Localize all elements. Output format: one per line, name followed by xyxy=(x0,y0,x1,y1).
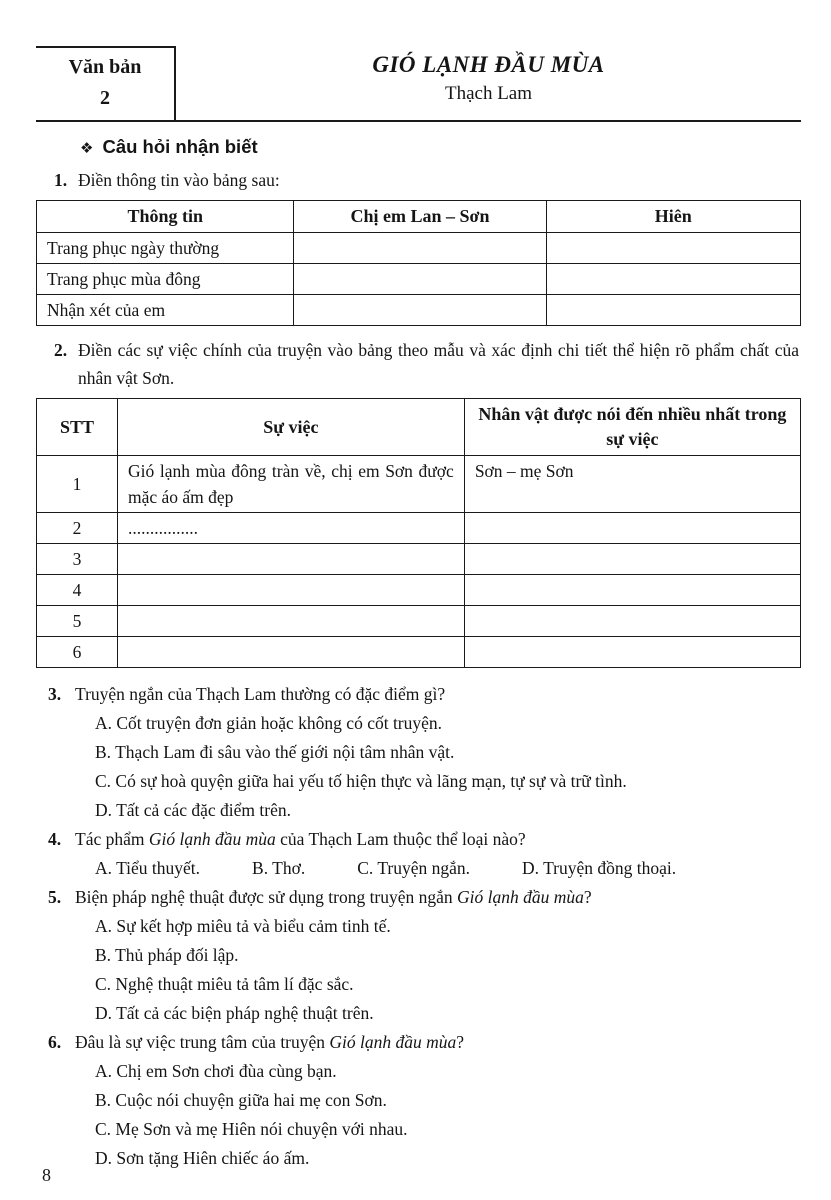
option-a: A. Chị em Sơn chơi đùa cùng bạn. xyxy=(95,1061,337,1081)
empty-cell xyxy=(546,295,800,326)
character-cell xyxy=(464,513,800,544)
options-inline xyxy=(36,854,801,883)
question-text xyxy=(75,1028,801,1057)
character-cell xyxy=(464,544,800,575)
character-cell: Sơn – mẹ Sơn xyxy=(464,456,800,513)
event-cell: Gió lạnh mùa đông tràn về, chị em Sơn được mặc áo ấm đẹp xyxy=(117,456,464,513)
stt-cell: 2 xyxy=(37,513,118,544)
table-row xyxy=(37,513,801,544)
question-text-pre: Biện pháp nghệ thuật được sử dụng trong truyện ngắn xyxy=(75,887,458,907)
item-1-lead xyxy=(36,166,801,194)
option-c: C. Truyện ngắn. xyxy=(357,858,471,878)
item-2-lead xyxy=(36,336,801,392)
option-a: A. Cốt truyện đơn giản hoặc không có cốt truyện. xyxy=(95,713,443,733)
stt-cell: 3 xyxy=(37,544,118,575)
option-b: B. Cuộc nói chuyện giữa hai mẹ con Sơn. xyxy=(95,1090,387,1110)
option-b: B. Thạch Lam đi sâu vào thế giới nội tâm nhân vật. xyxy=(95,742,455,762)
option-a: A. Tiểu thuyết. xyxy=(95,858,201,878)
question-3 xyxy=(36,680,801,825)
question-line xyxy=(36,1028,801,1057)
question-line xyxy=(36,680,801,709)
question-number: 4. xyxy=(48,829,62,849)
question-text xyxy=(75,883,801,912)
page-title: GIÓ LẠNH ĐẦU MÙA xyxy=(372,52,605,77)
row-label: Trang phục mùa đông xyxy=(37,264,294,295)
table-row xyxy=(37,456,801,513)
question-4 xyxy=(36,825,801,883)
question-number: 3. xyxy=(48,684,62,704)
row-label: Trang phục ngày thường xyxy=(37,233,294,264)
option-d: D. Sơn tặng Hiên chiếc áo ấm. xyxy=(95,1148,310,1168)
question-5 xyxy=(36,883,801,1028)
work-title: Gió lạnh đầu mùa xyxy=(457,887,584,907)
option-d: D. Truyện đồng thoại. xyxy=(522,858,677,878)
lesson-label-box xyxy=(36,46,176,120)
character-cell xyxy=(464,606,800,637)
question-text-pre: Đâu là sự việc trung tâm của truyện xyxy=(75,1032,330,1052)
character-cell xyxy=(464,575,800,606)
stt-cell: 4 xyxy=(37,575,118,606)
diamond-icon: ❖ xyxy=(80,140,94,157)
empty-cell xyxy=(294,233,546,264)
option-a: A. Sự kết hợp miêu tả và biểu cảm tinh tế. xyxy=(95,916,391,936)
table-header-row xyxy=(37,201,801,233)
table-row xyxy=(37,637,801,668)
column-header: Thông tin xyxy=(37,201,294,233)
item-text: Điền thông tin vào bảng sau: xyxy=(78,170,280,190)
info-table xyxy=(36,200,801,326)
question-number: 5. xyxy=(48,887,62,907)
question-text-post: của Thạch Lam thuộc thể loại nào? xyxy=(275,829,526,849)
item-number: 2. xyxy=(54,340,68,360)
question-text xyxy=(75,825,801,854)
event-cell: ................ xyxy=(117,513,464,544)
work-title: Gió lạnh đầu mùa xyxy=(148,829,276,849)
table-header-row xyxy=(37,399,801,456)
question-text-post: ? xyxy=(456,1032,465,1052)
event-cell xyxy=(117,544,464,575)
character-cell xyxy=(464,637,800,668)
column-header: STT xyxy=(37,399,118,456)
stt-cell: 6 xyxy=(37,637,118,668)
item-text: Điền các sự việc chính của truyện vào bảng theo mẫu và xác định chi tiết thể hiện rõ phẩm chất của nhân vật Sơn. xyxy=(78,340,799,388)
question-text: Truyện ngắn của Thạch Lam thường có đặc điểm gì? xyxy=(75,684,446,704)
option-b: B. Thủ pháp đối lập. xyxy=(95,945,239,965)
lesson-label: Văn bản xyxy=(68,56,142,78)
table-row xyxy=(37,295,801,326)
column-header: Nhân vật được nói đến nhiều nhất trong sự việc xyxy=(464,399,800,456)
stt-cell: 5 xyxy=(37,606,118,637)
question-line xyxy=(36,825,801,854)
work-title: Gió lạnh đầu mùa xyxy=(329,1032,457,1052)
lesson-number: 2 xyxy=(100,87,110,109)
question-number: 6. xyxy=(48,1032,62,1052)
table-row xyxy=(37,575,801,606)
column-header: Hiên xyxy=(546,201,800,233)
author-name: Thạch Lam xyxy=(444,83,533,104)
empty-cell xyxy=(546,233,800,264)
empty-cell xyxy=(546,264,800,295)
empty-cell xyxy=(294,264,546,295)
stt-cell: 1 xyxy=(37,456,118,513)
question-line xyxy=(36,883,801,912)
document-header xyxy=(36,46,801,122)
questions-section xyxy=(36,680,801,1173)
column-header: Sự việc xyxy=(117,399,464,456)
question-text-pre: Tác phẩm xyxy=(75,829,149,849)
event-cell xyxy=(117,606,464,637)
event-cell xyxy=(117,575,464,606)
title-block xyxy=(176,46,801,120)
question-6 xyxy=(36,1028,801,1173)
empty-cell xyxy=(294,295,546,326)
section-title: Câu hỏi nhận biết xyxy=(102,136,258,157)
column-header: Chị em Lan – Sơn xyxy=(294,201,546,233)
page-number: 8 xyxy=(42,1165,51,1185)
table-row xyxy=(37,233,801,264)
row-label: Nhận xét của em xyxy=(37,295,294,326)
option-b: B. Thơ. xyxy=(252,858,306,878)
option-c: C. Có sự hoà quyện giữa hai yếu tố hiện thực và lãng mạn, tự sự và trữ tình. xyxy=(95,771,627,791)
question-text-post: ? xyxy=(583,887,592,907)
table-row xyxy=(37,544,801,575)
option-d: D. Tất cả các đặc điểm trên. xyxy=(95,800,291,820)
option-c: C. Mẹ Sơn và mẹ Hiên nói chuyện với nhau. xyxy=(95,1119,408,1139)
item-number: 1. xyxy=(54,170,68,190)
section-heading xyxy=(80,136,801,158)
option-d: D. Tất cả các biện pháp nghệ thuật trên. xyxy=(95,1003,374,1023)
events-table xyxy=(36,398,801,668)
table-row xyxy=(37,264,801,295)
option-c: C. Nghệ thuật miêu tả tâm lí đặc sắc. xyxy=(95,974,354,994)
event-cell xyxy=(117,637,464,668)
table-row xyxy=(37,606,801,637)
